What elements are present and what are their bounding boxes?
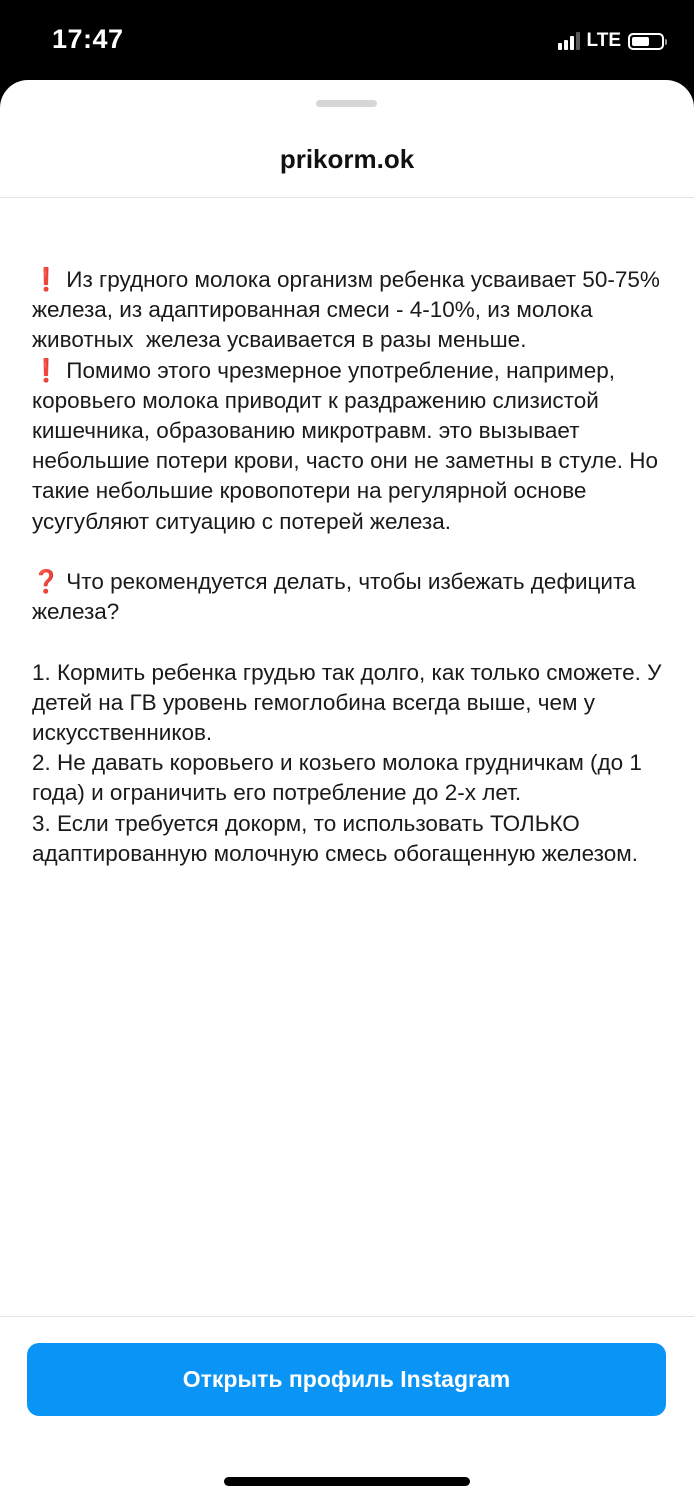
caption-paragraph [32, 567, 667, 627]
caption-text-2: Помимо этого чрезмерное употребление, например, коровьего молока приводит к раздражению слизистой кишечника, образованию микротравм. это вызывает небольшие потери крови, часто они не заметны в стуле. Но такие небольшие кровопотери на регулярной основе усугубляют ситуацию с потерей железа. [32, 357, 665, 534]
sheet-title: prikorm.ok [279, 144, 415, 174]
open-instagram-profile-button[interactable]: Открыть профиль Instagram [27, 1343, 666, 1416]
caption-spacer [32, 627, 667, 657]
network-type: LTE [586, 30, 621, 51]
bottom-sheet [0, 80, 694, 1500]
question-mark-icon: ❓ [32, 569, 61, 595]
caption-text-1: Из грудного молока организм ребенка усваивает 50-75% железа, из адаптированная смеси - 4-10%, из молока животных железа усваивается в разы меньше. [32, 267, 667, 353]
status-indicators [558, 30, 664, 52]
post-caption [32, 265, 667, 869]
footer-divider [0, 1316, 694, 1317]
caption-list-item-2: 2. Не давать коровьего и козьего молока грудничкам (до 1 года) и ограничить его потребление до 2-х лет. [32, 750, 649, 806]
caption-paragraph [32, 265, 667, 356]
status-bar [0, 0, 694, 80]
home-indicator[interactable] [224, 1477, 470, 1486]
status-time: 17:47 [52, 24, 124, 54]
caption-spacer [32, 537, 667, 567]
exclamation-mark-icon: ❗ [32, 267, 61, 292]
caption-list-item-1: 1. Кормить ребенка грудью так долго, как только сможете. У детей на ГВ уровень гемоглобина всегда выше, чем у искусственников. [32, 659, 668, 746]
caption-question: Что рекомендуется делать, чтобы избежать дефицита железа? [32, 569, 642, 625]
sheet-grabber-handle[interactable] [316, 100, 377, 107]
header-divider [0, 197, 694, 198]
caption-list-item-3: 3. Если требуется докорм, то использовать ТОЛЬКО адаптированную молочную смесь обогащенную железом. [32, 810, 638, 866]
caption-paragraph [32, 356, 667, 537]
signal-strength-icon [558, 32, 580, 50]
battery-icon [628, 33, 664, 50]
exclamation-mark-icon: ❗ [32, 357, 61, 383]
